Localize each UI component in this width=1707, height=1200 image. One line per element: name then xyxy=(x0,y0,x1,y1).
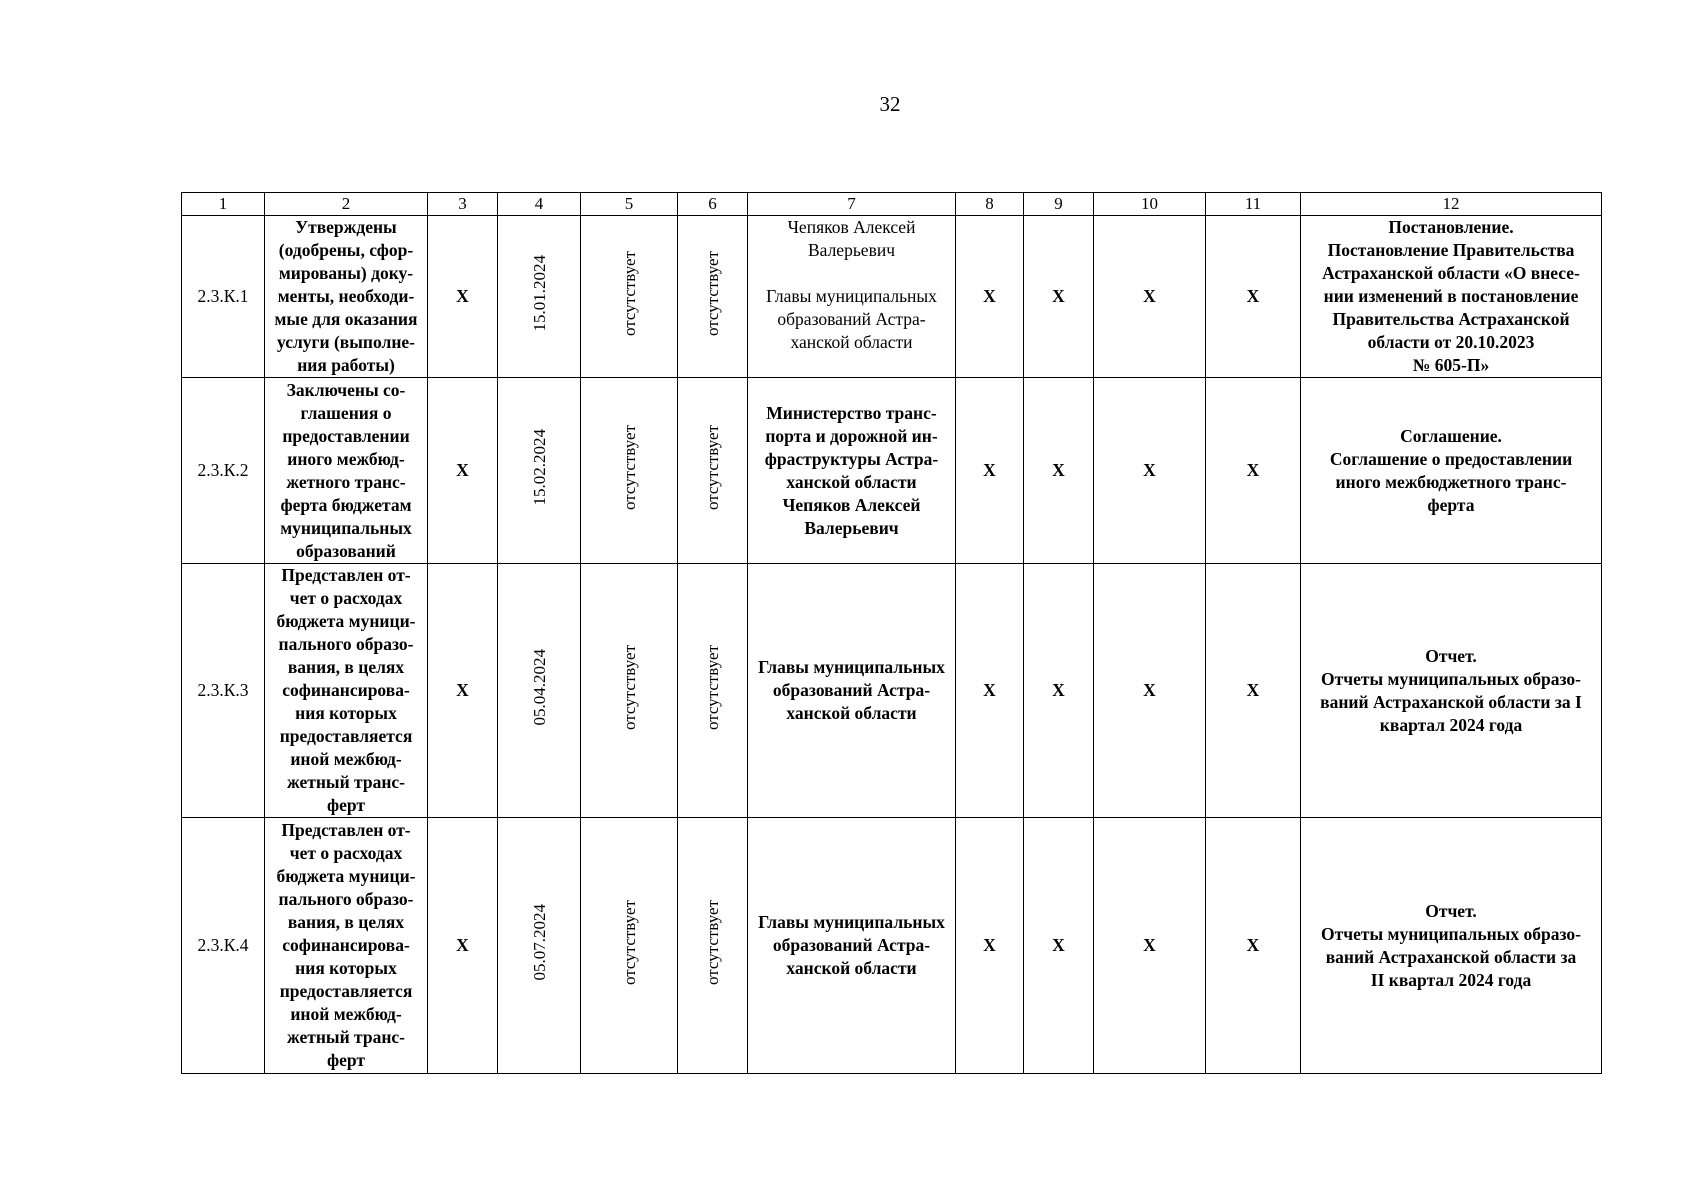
x-mark: X xyxy=(1094,818,1206,1074)
x-mark: X xyxy=(956,564,1024,818)
table-row xyxy=(182,216,1602,378)
row-id: 2.3.К.4 xyxy=(182,818,265,1074)
absent-cell: отсутствует xyxy=(703,644,722,731)
table-row xyxy=(182,564,1602,818)
event-cell: Представлен от- чет о расходах бюджета муници- пального образо- вания, в целях софинансирова- ния которых предоставляется иной межбюд- жетный транс- ферт xyxy=(265,564,428,818)
document-cell: Постановление. Постановление Правительства Астраханской области «О внесе- нии изменений в постановление Правительства Астраханской области от 20.10.2023 № 605-П» xyxy=(1301,216,1602,378)
x-mark: X xyxy=(1024,216,1094,378)
row-id: 2.3.К.2 xyxy=(182,378,265,564)
x-mark: X xyxy=(1206,818,1301,1074)
column-number: 7 xyxy=(748,193,956,216)
row-id: 2.3.К.1 xyxy=(182,216,265,378)
absent-cell: отсутствует xyxy=(619,250,639,337)
date-cell: 15.02.2024 xyxy=(529,429,549,506)
x-mark: X xyxy=(1206,378,1301,564)
responsible-cell: Главы муниципальных образований Астра- ханской области xyxy=(748,818,956,1074)
date-cell: 05.04.2024 xyxy=(529,649,549,726)
x-mark: X xyxy=(428,216,498,378)
x-mark: X xyxy=(428,564,498,818)
responsible-cell: Министерство транс- порта и дорожной ин- фраструктуры Астра- ханской области Чепяков Алексей Валерьевич xyxy=(748,378,956,564)
event-cell: Представлен от- чет о расходах бюджета муници- пального образо- вания, в целях софинансирова- ния которых предоставляется иной межбюд- жетный транс- ферт xyxy=(265,818,428,1074)
x-mark: X xyxy=(1094,378,1206,564)
column-number: 1 xyxy=(182,193,265,216)
x-mark: X xyxy=(428,818,498,1074)
absent-cell: отсутствует xyxy=(703,250,722,337)
x-mark: X xyxy=(1094,216,1206,378)
column-number: 10 xyxy=(1094,193,1206,216)
row-id: 2.3.К.3 xyxy=(182,564,265,818)
column-number: 2 xyxy=(265,193,428,216)
column-number: 3 xyxy=(428,193,498,216)
table-row xyxy=(182,818,1602,1074)
page-number: 32 xyxy=(879,92,901,116)
column-number: 9 xyxy=(1024,193,1094,216)
x-mark: X xyxy=(956,818,1024,1074)
column-number: 6 xyxy=(678,193,748,216)
x-mark: X xyxy=(956,378,1024,564)
control-points-table xyxy=(181,192,1602,1074)
column-number: 12 xyxy=(1301,193,1602,216)
absent-cell: отсутствует xyxy=(703,424,722,511)
responsible-cell: Чепяков Алексей Валерьевич Главы муниципальных образований Астра- ханской области xyxy=(748,216,956,378)
column-number: 5 xyxy=(581,193,678,216)
absent-cell: отсутствует xyxy=(619,899,639,986)
column-numbers-row xyxy=(182,193,1602,216)
column-number: 8 xyxy=(956,193,1024,216)
absent-cell: отсутствует xyxy=(619,644,639,731)
x-mark: X xyxy=(1024,378,1094,564)
responsible-cell: Главы муниципальных образований Астра- ханской области xyxy=(748,564,956,818)
absent-cell: отсутствует xyxy=(619,424,639,511)
column-number: 4 xyxy=(498,193,581,216)
date-cell: 05.07.2024 xyxy=(529,904,549,981)
date-cell: 15.01.2024 xyxy=(529,255,549,332)
x-mark: X xyxy=(1094,564,1206,818)
x-mark: X xyxy=(428,378,498,564)
x-mark: X xyxy=(1024,818,1094,1074)
x-mark: X xyxy=(1024,564,1094,818)
x-mark: X xyxy=(956,216,1024,378)
table-row xyxy=(182,378,1602,564)
document-cell: Соглашение. Соглашение о предоставлении иного межбюджетного транс- ферта xyxy=(1301,378,1602,564)
x-mark: X xyxy=(1206,216,1301,378)
document-cell: Отчет. Отчеты муниципальных образо- ваний Астраханской области за II квартал 2024 года xyxy=(1301,818,1602,1074)
column-number: 11 xyxy=(1206,193,1301,216)
x-mark: X xyxy=(1206,564,1301,818)
event-cell: Утверждены (одобрены, сфор- мированы) доку- менты, необходи- мые для оказания услуги (выполне- ния работы) xyxy=(265,216,428,378)
event-cell: Заключены со- глашения о предоставлении иного межбюд- жетного транс- ферта бюджетам муниципальных образований xyxy=(265,378,428,564)
document-cell: Отчет. Отчеты муниципальных образо- ваний Астраханской области за I квартал 2024 года xyxy=(1301,564,1602,818)
absent-cell: отсутствует xyxy=(703,899,722,986)
